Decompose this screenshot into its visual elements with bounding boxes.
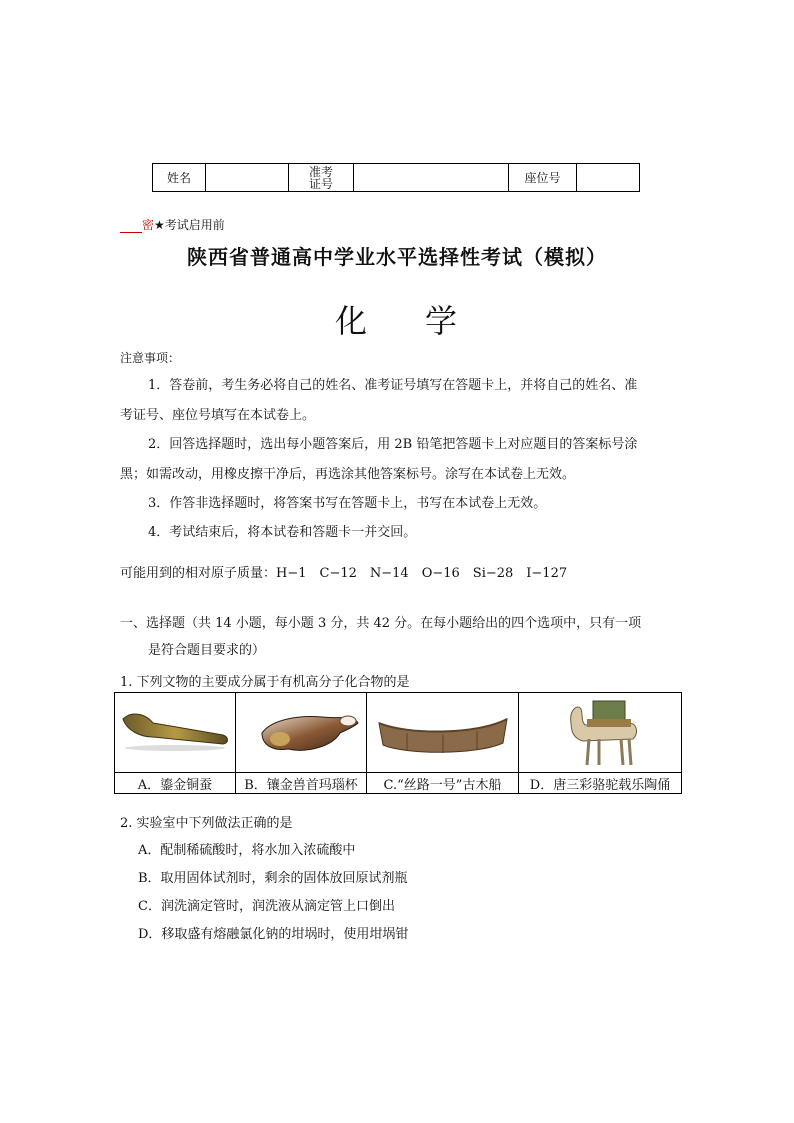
- notice-item-2: 2．回答选择题时，选出每小题答案后，用 2B 铅笔把答题卡上对应题目的答案标号涂: [148, 437, 638, 452]
- secret-text: ★考试启用前: [154, 218, 225, 232]
- secret-underline: [120, 232, 142, 233]
- subject-title: [0, 296, 794, 342]
- notice-item-2-cont: 黑；如需改动，用橡皮擦干净后，再选涂其他答案标号。涂写在本试卷上无效。: [120, 467, 576, 482]
- option-b-caption: B．镶金兽首玛瑙杯: [236, 773, 367, 794]
- exam-no-field[interactable]: [354, 164, 509, 192]
- seat-label: 座位号: [524, 170, 561, 185]
- notice-item-1-cont: 考证号、座位号填写在本试卷上。: [120, 408, 316, 423]
- notice-heading: 注意事项：: [120, 351, 181, 365]
- question-2-stem: 2. 实验室中下列做法正确的是: [120, 816, 293, 831]
- option-a-image-cell: [115, 693, 236, 773]
- notice-item-4: 4．考试结束后，将本试卷和答题卡一并交回。: [148, 525, 417, 540]
- subject-char-2: 学: [425, 302, 460, 340]
- option-d-caption: D．唐三彩骆驼载乐陶俑: [519, 773, 682, 794]
- name-label: 姓名: [166, 170, 191, 185]
- option-d-image-cell: [519, 693, 682, 773]
- seat-field[interactable]: [577, 164, 640, 192]
- exam-no-label-1: 准考: [308, 164, 333, 179]
- atomic-masses: 可能用到的相对原子质量：H−1 C−12 N−14 O−16 Si−28 I−127: [120, 566, 568, 581]
- question-2-option-a: A．配制稀硫酸时，将水加入浓硫酸中: [138, 843, 356, 858]
- gilded-bronze-silkworm-image: [115, 693, 236, 772]
- candidate-info-table: [152, 163, 640, 192]
- exam-no-label-cell: [289, 164, 354, 192]
- question-1-options-table: [114, 692, 682, 794]
- notice-item-3: 3．作答非选择题时，将答案书写在答题卡上，书写在本试卷上无效。: [148, 496, 547, 511]
- tang-camel-figurine-image: [519, 693, 682, 772]
- exam-title: 陕西省普通高中学业水平选择性考试（模拟）: [187, 245, 607, 269]
- name-field[interactable]: [206, 164, 289, 192]
- option-b-image-cell: [236, 693, 367, 773]
- ancient-wooden-boat-image: [367, 693, 519, 772]
- notice-item-1: 1．答卷前，考生务必将自己的姓名、准考证号填写在答题卡上，并将自己的姓名、准: [148, 378, 638, 393]
- option-a-caption: A．鎏金铜蚕: [115, 773, 236, 794]
- question-2-option-c: C．润洗滴定管时，润洗液从滴定管上口倒出: [138, 899, 395, 914]
- name-label-cell: [153, 164, 206, 192]
- option-c-image-cell: [367, 693, 519, 773]
- secret-mark-line: [120, 216, 225, 233]
- question-2-option-b: B．取用固体试剂时，剩余的固体放回原试剂瓶: [138, 871, 408, 886]
- subject-char-1: 化: [334, 302, 369, 340]
- exam-no-label-2: 证号: [308, 176, 333, 191]
- agate-cup-image: [236, 693, 367, 772]
- question-1-stem: 1. 下列文物的主要成分属于有机高分子化合物的是: [120, 675, 410, 690]
- section-1-heading: 一、选择题（共 14 小题，每小题 3 分，共 42 分。在每小题给出的四个选项中，只有一项: [120, 616, 642, 631]
- question-2-option-d: D．移取盛有熔融氯化钠的坩埚时，使用坩埚钳: [138, 927, 409, 942]
- option-c-caption: C.“丝路一号”古木船: [367, 773, 519, 794]
- section-1-heading-cont: 是符合题目要求的）: [148, 643, 266, 658]
- secret-mark: 密: [142, 218, 155, 232]
- seat-label-cell: [509, 164, 577, 192]
